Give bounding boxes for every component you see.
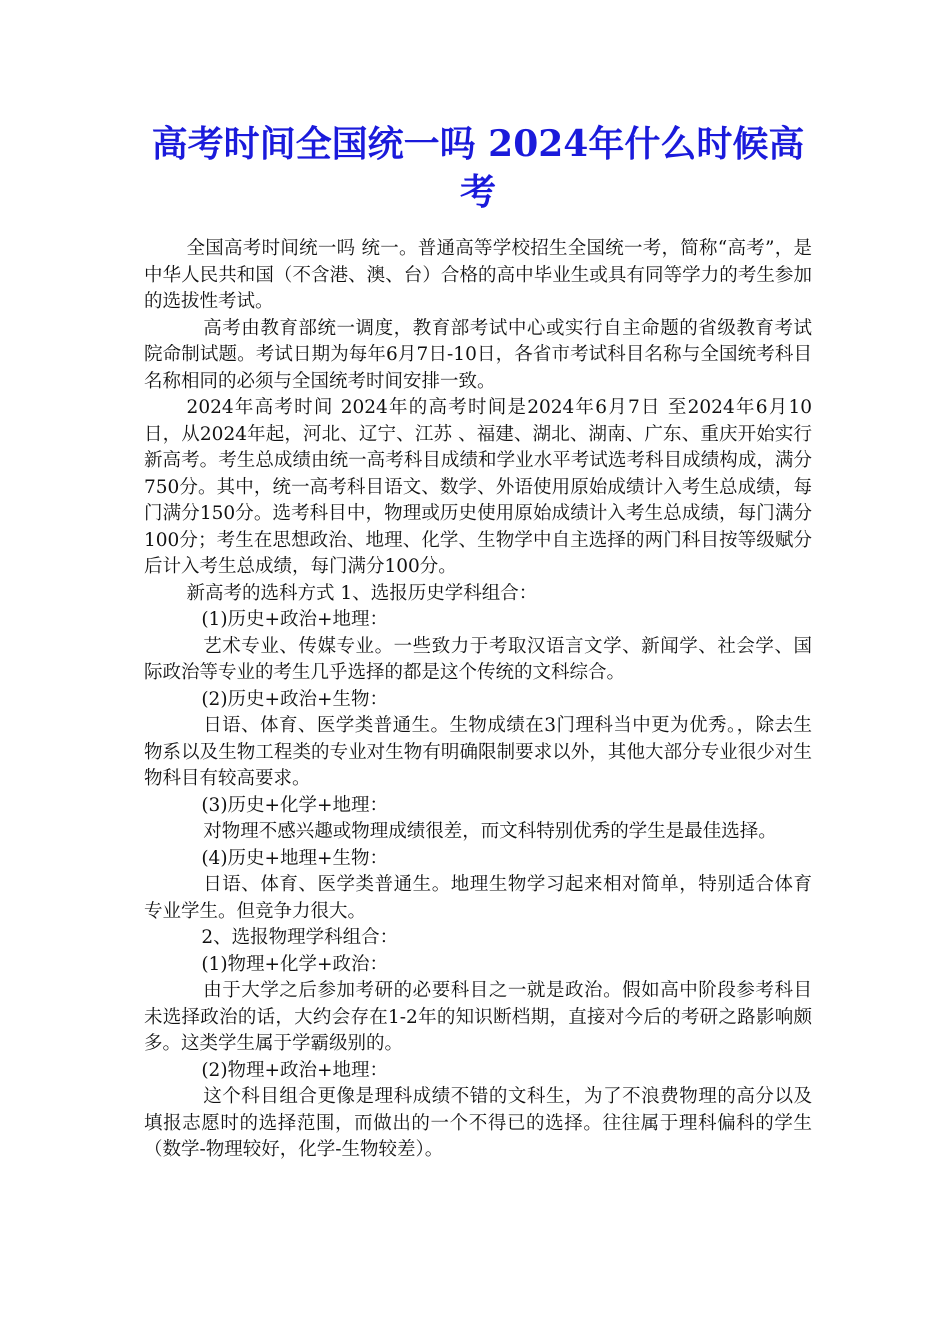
combo-desc-history-politics-geography: 艺术专业、传媒专业。一些致力于考取汉语言文学、新闻学、社会学、国际政治等专业的考生几乎选择的都是这个传统的文科综合。 — [144, 635, 812, 683]
combo-desc-history-chemistry-geography: 对物理不感兴趣或物理成绩很差，而文科特别优秀的学生是最佳选择。 — [203, 821, 777, 842]
paragraph-2024-exam-time: 2024年高考时间 2024年的高考时间是2024年6月7日 至2024年6月10日，从2024年起，河北、辽宁、江苏 、福建、湖北、湖南、广东、重庆开始实行新高考。考生总成绩由统一高考科目成绩和学业水平考试选考科目成绩构成，满分750分。其中，统一高考科目语文、数学、外语使用原始成绩计入考生总成绩，每门满分150分。选考科目中，物理或历史使用原始成绩计入考生总成绩，每门满分100分；考生在思想政治、地理、化学、生物学中自主选择的两门科目按等级赋分后计入考生总成绩，每门满分100分。 — [144, 397, 812, 577]
document-body — [144, 236, 812, 1164]
document-page — [144, 120, 812, 1164]
combo-heading-history-politics-biology: (2)历史+政治+生物： — [201, 688, 389, 710]
combo-heading-history-chemistry-geography: (3)历史+化学+地理： — [201, 794, 389, 816]
combo-desc-history-geography-biology: 日语、体育、医学类普通生。地理生物学习起来相对简单，特别适合体育专业学生。但竞争力很大。 — [144, 874, 812, 922]
combo-desc-history-politics-biology: 日语、体育、医学类普通生。生物成绩在3门理科当中更为优秀。，除去生物系以及生物工程类的专业对生物有明确限制要求以外，其他大部分专业很少对生物科目有较高要求。 — [144, 715, 812, 789]
combo-heading-history-politics-geography: (1)历史+政治+地理： — [201, 609, 389, 630]
paragraph-exam-schedule: 高考由教育部统一调度，教育部考试中心或实行自主命题的省级教育考试院命制试题。考试日期为每年6月7日-10日，各省市考试科目名称与全国统考科目名称相同的必须与全国统考时间安排一致。 — [144, 317, 812, 392]
combo-heading-physics-politics-geography: (2)物理+政治+地理： — [201, 1059, 389, 1081]
physics-combination-heading: 2、选报物理学科组合： — [201, 927, 399, 948]
paragraph-unified-exam: 全国高考时间统一吗 统一。普通高等学校招生全国统一考，简称“高考”，是中华人民共和国（不含港、澳、台）合格的高中毕业生或具有同等学力的考生参加的选拔性考试。 — [144, 238, 812, 312]
combo-heading-history-geography-biology: (4)历史+地理+生物： — [201, 847, 389, 869]
combo-heading-physics-chemistry-politics: (1)物理+化学+政治： — [201, 953, 389, 975]
combo-desc-physics-politics-geography: 这个科目组合更像是理科成绩不错的文科生，为了不浪费物理的高分以及填报志愿时的选择范围，而做出的一个不得已的选择。往往属于理科偏科的学生（数学-物理较好，化学-生物较差）。 — [144, 1086, 812, 1160]
combo-desc-physics-chemistry-politics: 由于大学之后参加考研的必要科目之一就是政治。假如高中阶段参考科目未选择政治的话，大约会存在1-2年的知识断档期，直接对今后的考研之路影响颇多。这类学生属于学霸级别的。 — [144, 980, 812, 1054]
paragraph-subject-selection-heading: 新高考的选科方式 1、选报历史学科组合： — [186, 582, 538, 604]
document-title: 高考时间全国统一吗 2024年什么时候高考 — [151, 123, 805, 213]
